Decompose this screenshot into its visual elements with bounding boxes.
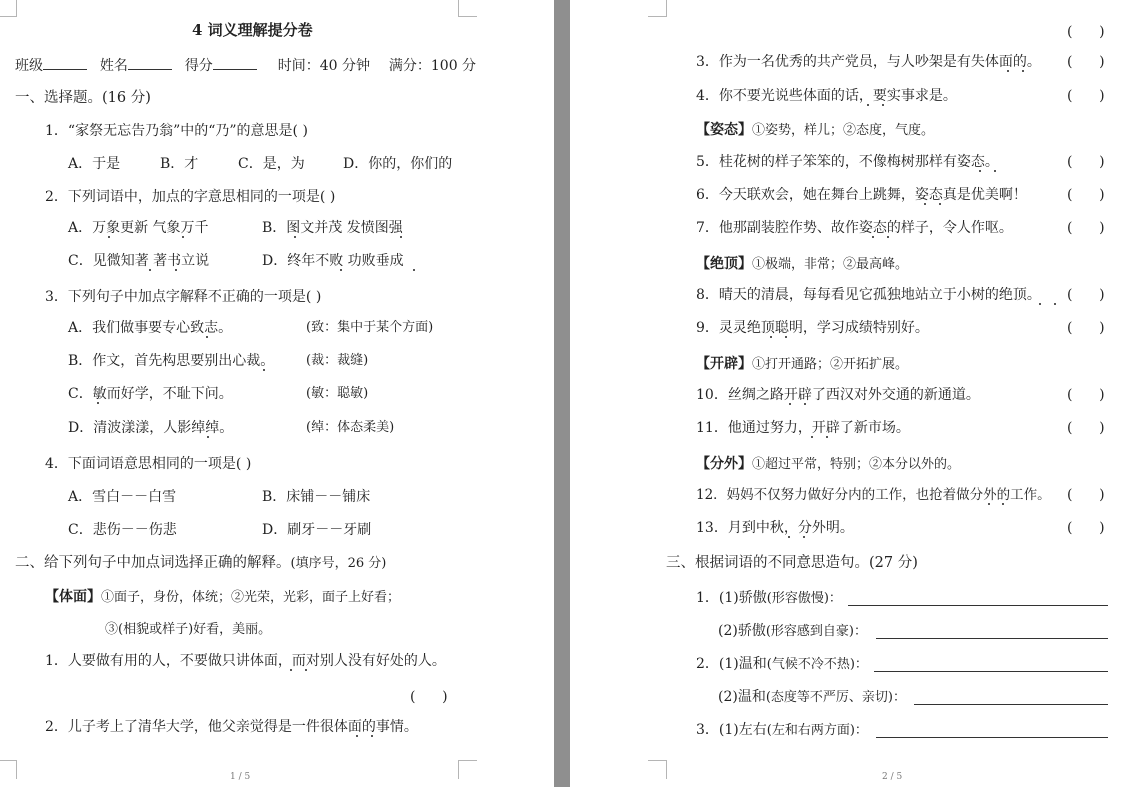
q4-option-c[interactable]: C．悲伤－－伤悲: [68, 522, 177, 538]
answer-paren-8[interactable]: ( ): [1067, 287, 1105, 303]
q1-stem: 1．“家祭无忘告乃翁”中的“乃”的意思是( ): [45, 123, 308, 139]
emphasis-dot: [149, 269, 151, 271]
emphasis-dot: [108, 236, 110, 238]
emphasis-dot: [207, 436, 209, 438]
q1-option-b[interactable]: B．才: [160, 156, 199, 172]
crop-mark-bottom-left: [648, 760, 667, 779]
emphasis-dot: [400, 236, 402, 238]
emphasis-dot: [803, 536, 805, 538]
fenwai-tag: 【分外】: [696, 456, 752, 472]
emphasis-dot: [1054, 303, 1056, 305]
emphasis-dot: [785, 336, 787, 338]
full-score-text: 满分：100 分: [388, 58, 477, 74]
s3-item-2-1-note: (气候不冷不热)：: [766, 657, 868, 672]
section-2-heading-text: 二、给下列句子中加点词选择正确的解释。: [15, 555, 291, 571]
tiyan-def-1: ①面子，身份，体统；②光荣，光彩，面子上好看；: [101, 590, 401, 605]
s2-sentence-1: 1．人要做有用的人，不要做只讲体面，而对别人没有好处的人。: [45, 653, 446, 669]
q1-option-d[interactable]: D．你的，你们的: [343, 156, 453, 172]
s3-item-2-2: [718, 687, 906, 708]
section-2-heading-note: (填序号，26 分): [290, 556, 387, 571]
q2-option-d[interactable]: D．终年不败 功败垂成: [262, 253, 404, 269]
emphasis-dot: [1022, 70, 1024, 72]
kaipi-definition: [696, 354, 908, 375]
emphasis-dot: [811, 436, 813, 438]
answer-paren-6[interactable]: ( ): [1067, 187, 1105, 203]
s2-sentence-7: 7．他那副装腔作势、故作姿态的样子，令人作呕。: [696, 220, 1013, 236]
fenwai-definition: [696, 454, 960, 475]
q3-option-d[interactable]: D．清波漾漾，人影绰绰。: [68, 420, 234, 436]
emphasis-dot: [789, 403, 791, 405]
emphasis-dot: [1039, 303, 1041, 305]
q3-stem: 3．下列句子中加点字解释不正确的一项是( ): [45, 289, 322, 305]
section-1-heading: 一、选择题。(16 分): [15, 90, 151, 106]
header-info-row: [15, 55, 476, 76]
s2-sentence-13: 13．月到中秋，分外明。: [696, 520, 854, 536]
s3-item-2-2-label: (2)温和: [718, 689, 766, 705]
jueding-def: ①极端，非常；②最高峰。: [752, 257, 909, 272]
answer-paren-3[interactable]: ( ): [1067, 54, 1105, 70]
s3-item-1-1-note: (形容傲慢)：: [766, 591, 842, 606]
s3-item-1-2-note: (形容感到自豪)：: [765, 624, 867, 639]
section-3-heading: 三、根据词语的不同意思造句。(27 分): [666, 555, 918, 571]
emphasis-dot: [804, 403, 806, 405]
emphasis-dot: [294, 236, 296, 238]
q2-option-b[interactable]: B．图文并茂 发愤图强: [262, 220, 403, 236]
answer-paren-13[interactable]: ( ): [1067, 520, 1105, 536]
q3-option-a-note: (致：集中于某个方面): [306, 320, 434, 335]
class-label: 班级: [15, 58, 43, 74]
emphasis-dot: [290, 669, 292, 671]
page-divider: [554, 0, 570, 787]
q4-option-d[interactable]: D．刷牙－－牙刷: [262, 522, 372, 538]
document-page-2: [570, 0, 1138, 787]
emphasis-dot: [206, 336, 208, 338]
emphasis-dot: [994, 170, 996, 172]
answer-paren-7[interactable]: ( ): [1067, 220, 1105, 236]
s3-item-3-1: [696, 720, 868, 741]
s3-item-3-1-label: 3．(1)左右: [696, 722, 767, 738]
fenwai-def: ①超过平常，特别；②本分以外的。: [752, 457, 961, 472]
emphasis-dot: [887, 236, 889, 238]
tiyan-tag: 【体面】: [45, 589, 101, 605]
emphasis-dot: [1002, 503, 1004, 505]
q1-option-a[interactable]: A．于是: [68, 156, 121, 172]
s2-sentence-10: 10．丝绸之路开辟了西汉对外交通的新通道。: [696, 387, 980, 403]
q3-option-b-note: (裁：裁缝): [306, 353, 369, 368]
answer-paren-2[interactable]: ( ): [1067, 24, 1105, 40]
emphasis-dot: [988, 503, 990, 505]
emphasis-dot: [175, 269, 177, 271]
emphasis-dot: [182, 236, 184, 238]
q3-option-c[interactable]: C．敏而好学，不耻下问。: [68, 386, 233, 402]
class-field[interactable]: [43, 55, 87, 70]
emphasis-dot: [1007, 70, 1009, 72]
emphasis-dot: [979, 170, 981, 172]
emphasis-dot: [872, 236, 874, 238]
kaipi-def: ①打开通路；②开拓扩展。: [752, 357, 909, 372]
s3-item-1-2: [718, 621, 867, 642]
s3-item-2-1-label: 2．(1)温和: [696, 656, 767, 672]
s3-item-1-1-label: 1．(1)骄傲: [696, 590, 767, 606]
answer-paren-9[interactable]: ( ): [1067, 320, 1105, 336]
answer-paren-4[interactable]: ( ): [1067, 88, 1105, 104]
section-2-heading: [15, 553, 386, 574]
page-title: 4 词义理解提分卷: [192, 21, 313, 39]
q4-option-a[interactable]: A．雪白－－白雪: [68, 489, 177, 505]
crop-mark-bottom-left: [0, 760, 17, 779]
s2-sentence-2: 2．儿子考上了清华大学，他父亲觉得是一件很体面的事情。: [45, 719, 418, 735]
s3-item-2-2-note: (态度等不严厉、亲切)：: [765, 690, 906, 705]
answer-line-2-2[interactable]: [914, 704, 1108, 705]
emphasis-dot: [413, 269, 415, 271]
s3-item-1-2-label: (2)骄傲: [718, 623, 766, 639]
score-label: 得分: [184, 58, 213, 74]
name-label: 姓名: [99, 58, 128, 74]
kaipi-tag: 【开辟】: [696, 356, 752, 372]
q3-option-b[interactable]: B．作文，首先构思要别出心裁。: [68, 353, 275, 369]
crop-mark-top-left: [648, 0, 667, 17]
emphasis-dot: [788, 536, 790, 538]
q4-stem: 4．下面词语意思相同的一项是( ): [45, 456, 252, 472]
emphasis-dot: [770, 336, 772, 338]
emphasis-dot: [867, 104, 869, 106]
tiyan-definition-line-1: [45, 587, 400, 608]
s2-sentence-6: 6．今天联欢会，她在舞台上跳舞，姿态真是优美啊！: [696, 187, 1027, 203]
answer-paren-11[interactable]: ( ): [1067, 420, 1105, 436]
name-field[interactable]: [128, 55, 172, 70]
s2-sentence-12: 12．妈妈不仅努力做好分内的工作，也抢着做分外的工作。: [696, 487, 1051, 503]
crop-mark-bottom-right: [458, 760, 477, 779]
s2-sentence-4: 4．你不要光说些体面的话，要实事求是。: [696, 88, 957, 104]
answer-line-2-1[interactable]: [874, 671, 1108, 672]
answer-line-1-1[interactable]: [848, 605, 1108, 606]
emphasis-dot: [340, 269, 342, 271]
page-number-1: 1 / 5: [230, 772, 251, 782]
q3-option-c-note: (敏：聪敏): [306, 386, 369, 401]
zitai-def: ①姿势，样儿；②态度，气度。: [752, 123, 935, 138]
emphasis-dot: [826, 436, 828, 438]
answer-line-1-2[interactable]: [876, 638, 1108, 639]
s2-sentence-9: 9．灵灵绝顶聪明，学习成绩特别好。: [696, 320, 929, 336]
time-text: 时间：40 分钟: [277, 58, 370, 74]
jueding-definition: [696, 254, 908, 275]
s2-sentence-5: 5．桂花树的样子笨笨的，不像梅树那样有姿态。: [696, 154, 999, 170]
q1-option-c[interactable]: C．是，为: [238, 156, 305, 172]
q2-option-a[interactable]: A．万象更新 气象万千: [68, 220, 209, 236]
q3-option-d-note: (绰：体态柔美): [306, 420, 395, 435]
score-field[interactable]: [213, 55, 257, 70]
crop-mark-top-left: [0, 0, 17, 17]
emphasis-dot: [356, 735, 358, 737]
s3-item-3-1-note: (左和右两方面)：: [766, 723, 868, 738]
emphasis-dot: [882, 104, 884, 106]
crop-mark-top-right: [458, 0, 477, 17]
q2-stem: 2．下列词语中，加点的字意思相同的一项是( ): [45, 189, 336, 205]
zitai-definition: [696, 120, 934, 141]
s2-sentence-3: 3．作为一名优秀的共产党员，与人吵架是有失体面的。: [696, 54, 1041, 70]
s3-item-2-1: [696, 654, 868, 675]
emphasis-dot: [371, 735, 373, 737]
zitai-tag: 【姿态】: [696, 122, 752, 138]
q2-option-c[interactable]: C．见微知著 著书立说: [68, 253, 210, 269]
s2-sentence-11: 11．他通过努力，开辟了新市场。: [696, 420, 910, 436]
tiyan-def-2: ③(相貌或样子)好看，美丽。: [105, 622, 272, 637]
s2-sentence-8: 8．晴天的清晨，每每看见它孤独地站立于小树的绝顶。: [696, 287, 1041, 303]
answer-paren-1[interactable]: ( ): [410, 689, 448, 705]
jueding-tag: 【绝顶】: [696, 256, 752, 272]
s3-item-1-1: [696, 588, 842, 609]
emphasis-dot: [97, 402, 99, 404]
answer-paren-10[interactable]: ( ): [1067, 387, 1105, 403]
q3-option-a[interactable]: A．我们做事要专心致志。: [68, 320, 233, 336]
answer-paren-5[interactable]: ( ): [1067, 154, 1105, 170]
document-page-1: [0, 0, 554, 787]
emphasis-dot: [305, 669, 307, 671]
emphasis-dot: [263, 369, 265, 371]
page-number-2: 2 / 5: [882, 772, 903, 782]
answer-line-3-1[interactable]: [876, 737, 1108, 738]
emphasis-dot: [939, 203, 941, 205]
answer-paren-12[interactable]: ( ): [1067, 487, 1105, 503]
q4-option-b[interactable]: B．床铺－－铺床: [262, 489, 371, 505]
emphasis-dot: [924, 203, 926, 205]
